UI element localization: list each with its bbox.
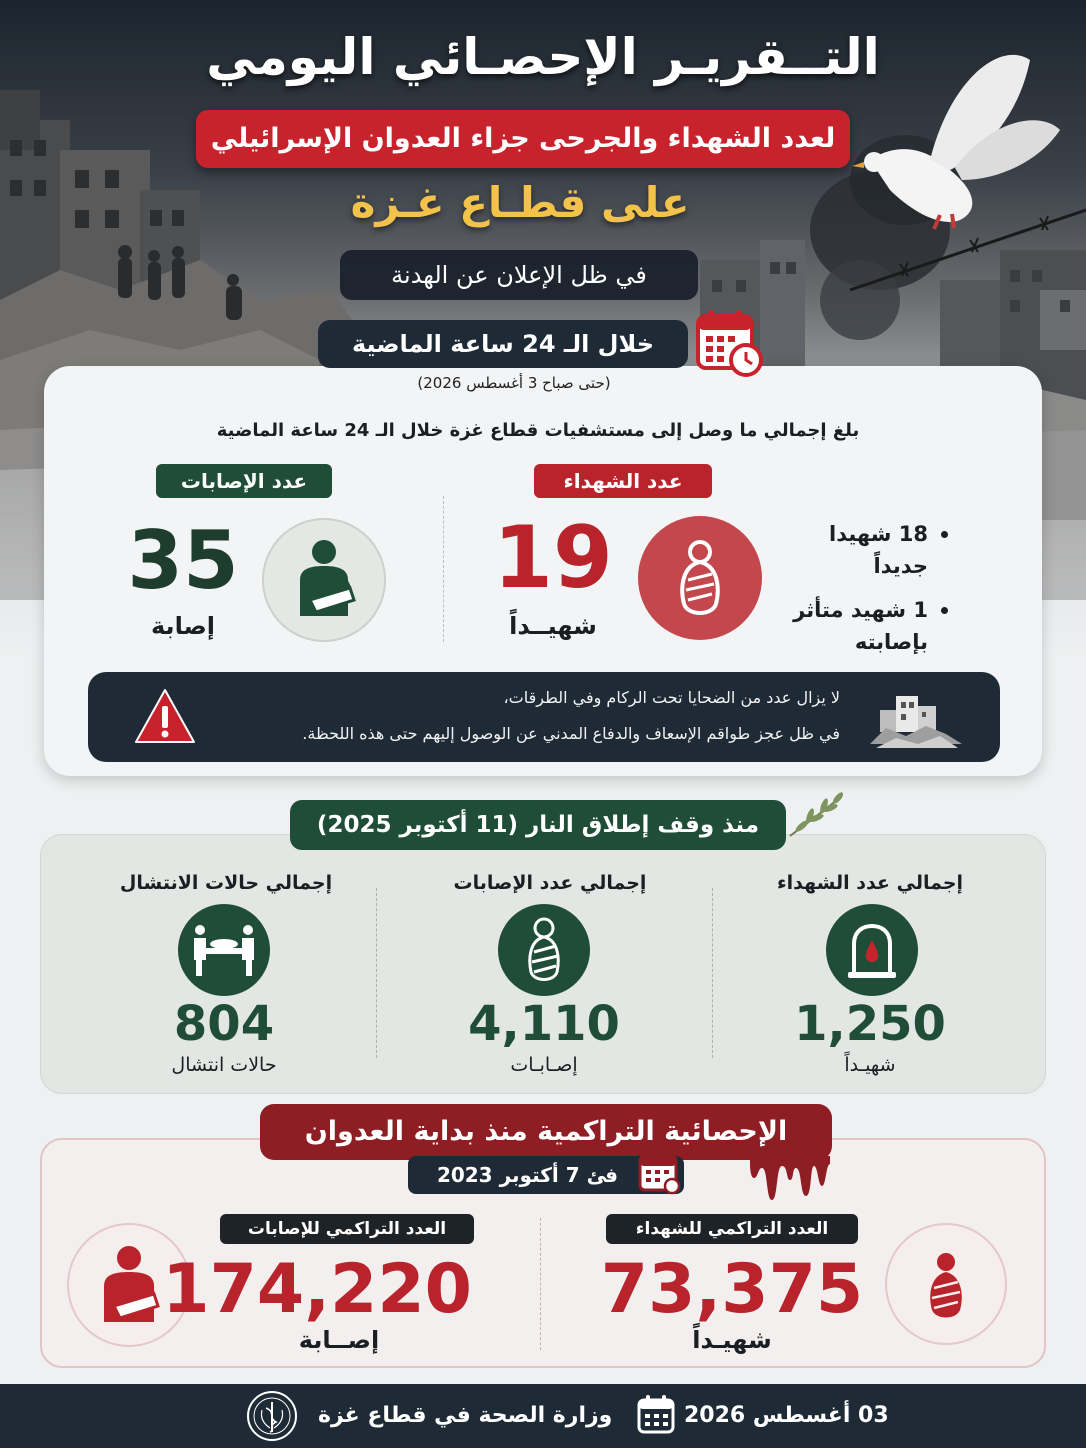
intro-text: بلغ إجمالي ما وصل إلى مستشفيات قطاع غزة خلال الـ 24 ساعة الماضية — [216, 420, 860, 441]
injuries-tag: عدد الإصابات — [156, 464, 332, 498]
martyrs-24h-number: 19 — [493, 508, 613, 608]
injured-person-icon — [262, 518, 386, 642]
footer-date: 03 أغسطس 2026 — [684, 1403, 889, 1428]
breakdown-item: 1 شهيد متأثر بإصابته — [770, 594, 950, 658]
warning-bar — [88, 672, 1000, 762]
ceasefire-martyrs-unit: شهيـداً — [844, 1054, 896, 1076]
martyrs-24h-unit: شهيــداً — [509, 612, 597, 640]
calendar-icon — [636, 1394, 676, 1436]
divider — [712, 888, 713, 1058]
calendar-icon — [636, 1150, 682, 1196]
stretcher-rescue-icon — [178, 904, 270, 996]
breakdown-item: 18 شهيدا جديداً — [770, 518, 950, 582]
ceasefire-injuries-number: 4,110 — [468, 996, 620, 1052]
ceasefire-injuries-unit: إصـابـات — [510, 1054, 578, 1076]
shrouded-body-icon — [884, 1222, 1008, 1346]
divider — [443, 496, 444, 642]
since-label: فئ 7 أكتوبر 2023 — [408, 1156, 684, 1194]
cumulative-injuries-tag: العدد التراكمي للإصابات — [220, 1214, 474, 1244]
rubble-icon — [866, 684, 966, 750]
date-note: (حتى صباح 3 أغسطس 2026) — [417, 374, 611, 392]
shrouded-body-icon — [638, 516, 762, 640]
bandaged-person-icon — [498, 904, 590, 996]
ceasefire-injuries-title: إجمالي عدد الإصابات — [453, 872, 647, 894]
ceasefire-martyrs-title: إجمالي عدد الشهداء — [776, 872, 964, 894]
ceasefire-label: منذ وقف إطلاق النار (11 أكتوبر 2025) — [290, 800, 786, 850]
cumulative-label: الإحصائية التراكمية منذ بداية العدوان — [260, 1104, 832, 1160]
cumulative-injuries-number: 174,220 — [162, 1250, 472, 1329]
ceasefire-martyrs-number: 1,250 — [794, 996, 946, 1052]
footer — [0, 1384, 1086, 1448]
ministry-emblem-icon — [246, 1390, 298, 1442]
blood-drip-icon — [750, 1156, 830, 1202]
region-title: على قطـاع غـزة — [350, 178, 690, 227]
calendar-clock-icon — [694, 308, 766, 384]
cumulative-martyrs-number: 73,375 — [600, 1250, 864, 1329]
period-label: خلال الـ 24 ساعة الماضية — [318, 320, 688, 368]
injuries-24h-unit: إصابة — [151, 612, 215, 640]
subtitle-banner: لعدد الشهداء والجرحى جزاء العدوان الإسرائيلي — [196, 110, 850, 168]
martyrs-breakdown — [770, 518, 950, 670]
cumulative-injuries-unit: إصــابة — [298, 1326, 380, 1354]
footer-ministry: وزارة الصحة في قطاع غزة — [318, 1403, 613, 1428]
ceasefire-recoveries-unit: حالات انتشال — [171, 1054, 277, 1076]
cumulative-martyrs-tag: العدد التراكمي للشهداء — [606, 1214, 858, 1244]
tombstone-icon — [826, 904, 918, 996]
injuries-24h-number: 35 — [127, 514, 239, 607]
warning-triangle-icon — [132, 686, 198, 746]
divider — [540, 1218, 541, 1350]
olive-branch-icon — [786, 790, 846, 840]
divider — [376, 888, 377, 1058]
context-pill: في ظل الإعلان عن الهدنة — [340, 250, 698, 300]
ceasefire-recoveries-number: 804 — [173, 996, 275, 1052]
warning-line-2: في ظل عجز طواقم الإسعاف والدفاع المدني عن الوصول إليهم حتى هذه اللحظة. — [302, 724, 840, 743]
ceasefire-recoveries-title: إجمالي حالات الانتشال — [119, 872, 333, 894]
cumulative-martyrs-unit: شهيـداً — [692, 1326, 772, 1354]
main-title: التــقريـر الإحصـائي اليومي — [206, 28, 880, 86]
martyrs-tag: عدد الشهداء — [534, 464, 712, 498]
warning-line-1: لا يزال عدد من الضحايا تحت الركام وفي الطرقات، — [503, 688, 840, 707]
